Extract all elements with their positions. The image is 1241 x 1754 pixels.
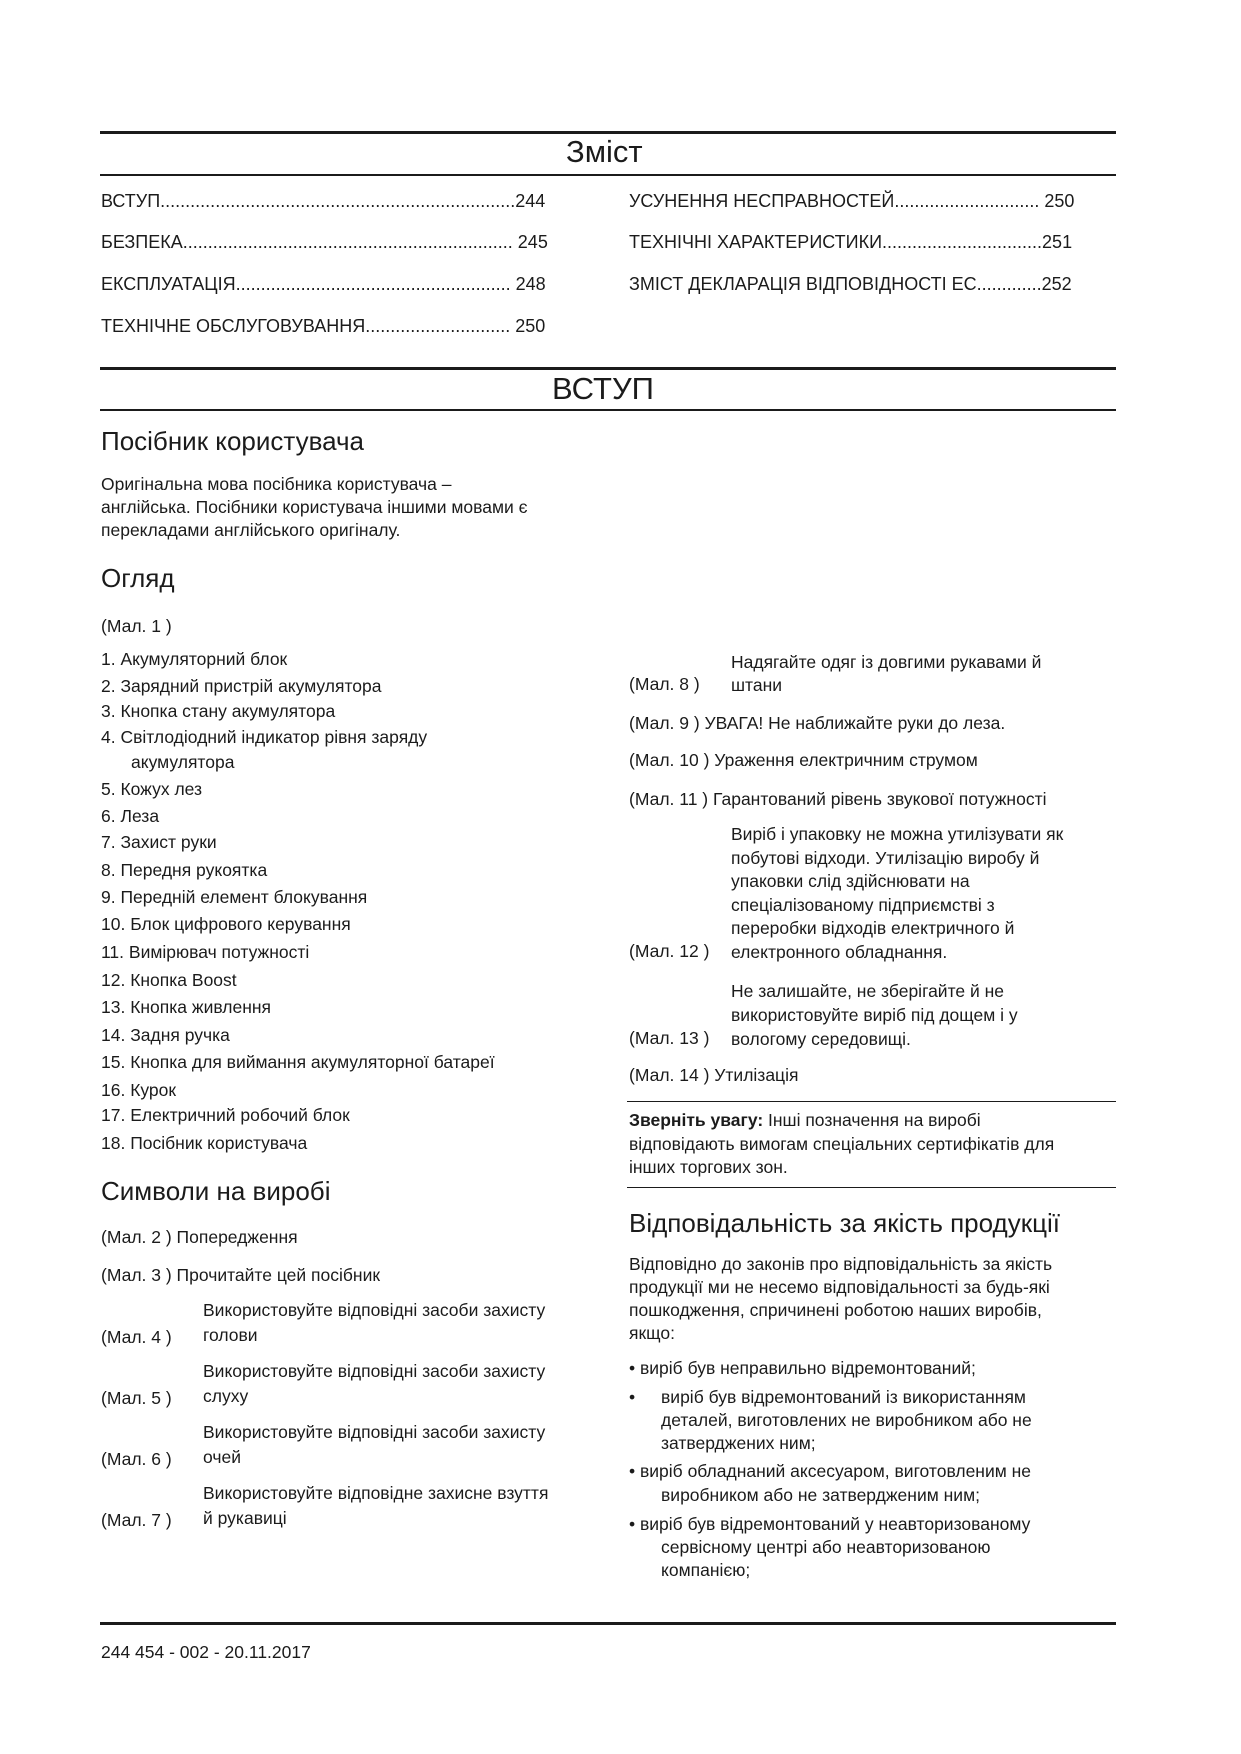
symbol-fig7-line-2: й рукавиці xyxy=(203,1508,287,1528)
symbol-fig14: (Мал. 14 ) Утилізація xyxy=(629,1065,799,1085)
note-line-1 xyxy=(629,1108,981,1132)
symbol-fig5-line-1: Використовуйте відповідні засоби захисту xyxy=(203,1361,546,1381)
overview-item-8: 8. Передня рукоятка xyxy=(101,860,268,880)
overview-item-1: 1. Акумуляторний блок xyxy=(101,649,288,669)
section-top-rule xyxy=(100,367,1116,370)
liability-bullet-1: • виріб був неправильно відремонтований; xyxy=(629,1358,976,1378)
symbol-fig4-line-2: голови xyxy=(203,1325,258,1345)
overview-item-9: 9. Передній елемент блокування xyxy=(101,887,368,907)
liability-bullet-3-line-1: • виріб обладнаний аксесуаром, виготовленим не xyxy=(629,1461,1032,1481)
liability-bullet-2-line-2: деталей, виготовлених не виробником або не xyxy=(661,1410,1032,1430)
manual-heading: Посібник користувача xyxy=(101,426,365,456)
overview-item-11: 11. Вимірювач потужності xyxy=(101,942,310,962)
toc-entry-safety[interactable]: БЕЗПЕКА.................................................................. 245 xyxy=(101,232,548,252)
note-label: Зверніть увагу: xyxy=(629,1110,764,1130)
symbol-fig13-ref: (Мал. 13 ) xyxy=(629,1028,710,1048)
symbol-fig6-line-2: очей xyxy=(203,1447,241,1467)
symbol-fig12-ref: (Мал. 12 ) xyxy=(629,941,710,961)
overview-item-2: 2. Зарядний пристрій акумулятора xyxy=(101,676,382,696)
overview-item-17: 17. Електричний робочий блок xyxy=(101,1105,350,1125)
liability-intro-4: якщо: xyxy=(629,1323,675,1343)
symbol-fig12-line-6: електронного обладнання. xyxy=(731,942,948,962)
manual-text-line-3: перекладами англійського оригіналу. xyxy=(101,520,401,540)
overview-item-4-cont: акумулятора xyxy=(131,752,235,772)
overview-item-5: 5. Кожух лез xyxy=(101,779,203,799)
symbol-fig4-ref: (Мал. 4 ) xyxy=(101,1327,172,1347)
symbol-fig5-ref: (Мал. 5 ) xyxy=(101,1388,172,1408)
toc-entry-troubleshooting[interactable]: УСУНЕННЯ НЕСПРАВНОСТЕЙ............................. 250 xyxy=(629,191,1075,211)
note-line-2: відповідають вимогам спеціальних сертифікатів для xyxy=(629,1134,1055,1154)
manual-text-line-1: Оригінальна мова посібника користувача – xyxy=(101,474,452,494)
section-bottom-rule xyxy=(100,409,1116,411)
overview-item-6: 6. Леза xyxy=(101,806,160,826)
symbol-fig13-line-1: Не залишайте, не зберігайте й не xyxy=(731,981,1005,1001)
symbol-fig12-line-1: Виріб і упаковку не можна утилізувати як xyxy=(731,824,1064,844)
symbol-fig9: (Мал. 9 ) УВАГА! Не наближайте руки до леза. xyxy=(629,713,1006,733)
symbol-fig6-ref: (Мал. 6 ) xyxy=(101,1449,172,1469)
overview-item-12: 12. Кнопка Boost xyxy=(101,970,237,990)
liability-heading: Відповідальність за якість продукції xyxy=(629,1208,1060,1238)
liability-intro-3: пошкодження, спричинені роботою наших виробів, xyxy=(629,1300,1042,1320)
symbol-fig12-line-5: переробки відходів електричного й xyxy=(731,918,1015,938)
symbol-fig5-line-2: слуху xyxy=(203,1386,249,1406)
symbols-heading: Символи на виробі xyxy=(101,1176,331,1206)
note-line-3: інших торгових зон. xyxy=(629,1157,788,1177)
overview-heading: Огляд xyxy=(101,563,175,593)
toc-entry-maintenance[interactable]: ТЕХНІЧНЕ ОБСЛУГОВУВАННЯ............................. 250 xyxy=(101,316,546,336)
toc-entry-technical-data[interactable]: ТЕХНІЧНІ ХАРАКТЕРИСТИКИ................................251 xyxy=(629,232,1073,252)
toc-entry-intro[interactable]: ВСТУП.......................................................................244 xyxy=(101,191,546,211)
symbol-fig10: (Мал. 10 ) Ураження електричним струмом xyxy=(629,750,978,770)
overview-figure-ref: (Мал. 1 ) xyxy=(101,616,172,636)
liability-intro-1: Відповідно до законів про відповідальність за якість xyxy=(629,1254,1053,1274)
symbol-fig12-line-4: спеціалізованому підприємстві з xyxy=(731,895,995,915)
note-bottom-rule xyxy=(627,1187,1116,1188)
footer-text: 244 454 - 002 - 20.11.2017 xyxy=(101,1642,311,1662)
symbol-fig7-ref: (Мал. 7 ) xyxy=(101,1510,172,1530)
symbol-fig3: (Мал. 3 ) Прочитайте цей посібник xyxy=(101,1265,381,1285)
overview-item-4: 4. Світлодіодний індикатор рівня заряду xyxy=(101,727,428,747)
liability-bullet-2-line-3: затверджених ним; xyxy=(661,1433,816,1453)
toc-title-rule xyxy=(100,174,1116,176)
symbol-fig13-line-2: використовуйте виріб під дощем і у xyxy=(731,1005,1018,1025)
overview-item-18: 18. Посібник користувача xyxy=(101,1133,308,1153)
liability-bullet-2-marker: • xyxy=(629,1387,636,1407)
overview-item-10: 10. Блок цифрового керування xyxy=(101,914,351,934)
liability-bullet-4-line-3: компанією; xyxy=(661,1560,751,1580)
overview-item-16: 16. Курок xyxy=(101,1080,177,1100)
note-top-rule xyxy=(627,1101,1116,1102)
toc-title: Зміст xyxy=(566,134,643,169)
symbol-fig4-line-1: Використовуйте відповідні засоби захисту xyxy=(203,1300,546,1320)
toc-entry-operation[interactable]: ЕКСПЛУАТАЦІЯ....................................................... 248 xyxy=(101,274,546,294)
overview-item-14: 14. Задня ручка xyxy=(101,1025,230,1045)
overview-item-13: 13. Кнопка живлення xyxy=(101,997,272,1017)
symbol-fig12-line-3: упаковки слід здійснювати на xyxy=(731,871,970,891)
toc-entry-ec-declaration[interactable]: ЗМІСТ ДЕКЛАРАЦІЯ ВІДПОВІДНОСТІ ЕС.............252 xyxy=(629,274,1072,294)
symbol-fig2: (Мал. 2 ) Попередження xyxy=(101,1227,298,1247)
liability-bullet-2-line-1: виріб був відремонтований із використанням xyxy=(661,1387,1026,1407)
liability-bullet-3-line-2: виробником або не затвердженим ним; xyxy=(661,1485,980,1505)
symbol-fig13-line-3: вологому середовищі. xyxy=(731,1029,911,1049)
overview-item-3: 3. Кнопка стану акумулятора xyxy=(101,701,336,721)
symbol-fig6-line-1: Використовуйте відповідні засоби захисту xyxy=(203,1422,546,1442)
note-text-1: Інші позначення на виробі xyxy=(763,1110,981,1130)
section-title: ВСТУП xyxy=(552,371,654,406)
footer-rule xyxy=(100,1622,1116,1625)
overview-item-7: 7. Захист руки xyxy=(101,832,217,852)
symbol-fig12-line-2: побутові відходи. Утилізацію виробу й xyxy=(731,848,1040,868)
liability-intro-2: продукції ми не несемо відповідальності за будь-які xyxy=(629,1277,1050,1297)
symbol-fig8-ref: (Мал. 8 ) xyxy=(629,674,700,694)
symbol-fig11: (Мал. 11 ) Гарантований рівень звукової потужності xyxy=(629,789,1047,809)
liability-bullet-4-line-1: • виріб був відремонтований у неавторизованому xyxy=(629,1514,1031,1534)
symbol-fig8-line-1: Надягайте одяг із довгими рукавами й xyxy=(731,652,1042,672)
symbol-fig7-line-1: Використовуйте відповідне захисне взуття xyxy=(203,1483,549,1503)
overview-item-15: 15. Кнопка для виймання акумуляторної батареї xyxy=(101,1052,495,1072)
symbol-fig8-line-2: штани xyxy=(731,675,783,695)
liability-bullet-4-line-2: сервісному центрі або неавторизованою xyxy=(661,1537,991,1557)
manual-text-line-2: англійська. Посібники користувача іншими мовами є xyxy=(101,497,528,517)
